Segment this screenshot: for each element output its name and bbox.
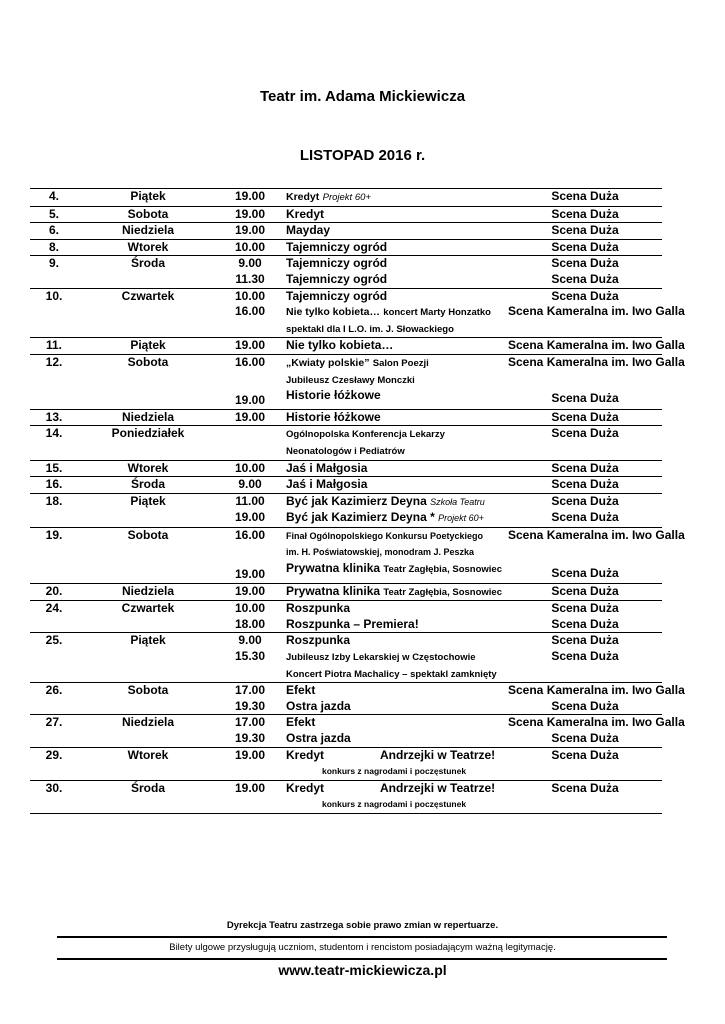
venue: Scena Duża	[508, 206, 662, 223]
date-number: 11.	[30, 338, 78, 355]
website-link[interactable]: www.teatr-mickiewicza.pl	[278, 962, 447, 978]
venue: Scena Duża	[508, 256, 662, 272]
show-time: 19.00	[218, 747, 282, 780]
date-number: 18.	[30, 493, 78, 510]
entry-19	[30, 527, 685, 583]
show-time: 16.00	[218, 354, 282, 388]
event-title: Andrzejki w Teatrze!	[380, 780, 496, 795]
show-time: 9.00	[218, 256, 282, 272]
show-time: 19.00	[218, 338, 282, 355]
weekday: Wtorek	[78, 239, 218, 256]
show-time: 19.00	[234, 393, 266, 408]
event-title: Jubileusz Izby Lekarskiej w Częstochowie	[286, 652, 476, 664]
venue: Scena Duża	[551, 649, 619, 664]
show-title: Tajemniczy ogród	[282, 288, 508, 304]
venue: Scena Duża	[551, 616, 619, 631]
date-number: 24.	[30, 601, 78, 617]
venue: Scena Duża	[551, 510, 619, 525]
date-number: 4.	[30, 189, 78, 207]
show-note: Teatr Zagłębia, Sosnowiec	[383, 586, 502, 598]
theatre-name: Teatr im. Adama Mickiewicza	[259, 88, 466, 105]
venue: Scena Kameralna im. Iwo Galla	[508, 304, 685, 319]
weekday: Sobota	[78, 206, 218, 223]
venue: Scena Duża	[508, 583, 662, 601]
date-number: 20.	[30, 583, 78, 601]
show-title: Efekt	[282, 683, 508, 699]
date-number: 26.	[30, 683, 78, 699]
show-time: 19.00	[218, 223, 282, 240]
weekday: Wtorek	[78, 460, 218, 477]
entry-15	[30, 460, 662, 477]
weekday: Niedziela	[78, 715, 218, 731]
venue: Scena Duża	[508, 493, 662, 510]
show-time: 10.00	[218, 288, 282, 304]
entry-27	[30, 715, 685, 747]
discount-notice: Bilety ulgowe przysługują uczniom, studentom i rencistom posiadającym ważną legitymację.	[169, 942, 556, 953]
weekday: Piątek	[78, 633, 218, 649]
date-number: 19.	[30, 527, 78, 561]
show-time: 19.00	[218, 409, 282, 426]
show-title: Być jak Kazimierz Deyna	[286, 493, 427, 508]
entry-12	[30, 354, 685, 409]
venue: Scena Duża	[508, 460, 662, 477]
entry-25	[30, 633, 662, 683]
show-title: Prywatna klinika	[286, 561, 381, 576]
show-time: 15.30	[234, 649, 266, 664]
show-time: 16.00	[218, 527, 282, 561]
event-subtitle: im. H. Poświatowskiej, monodram J. Peszka	[286, 547, 475, 558]
show-title: Ostra jazda	[286, 698, 351, 713]
weekday: Czwartek	[78, 288, 218, 304]
weekday: Niedziela	[78, 409, 218, 426]
venue: Scena Duża	[508, 288, 662, 304]
show-time: 19.00	[234, 567, 266, 582]
weekday: Niedziela	[78, 583, 218, 601]
venue: Scena Kameralna im. Iwo Galla	[508, 683, 685, 698]
weekday: Czwartek	[78, 601, 218, 617]
weekday: Wtorek	[78, 747, 218, 780]
date-number: 9.	[30, 256, 78, 272]
show-title: Historie łóżkowe	[282, 409, 508, 426]
weekday: Środa	[78, 780, 218, 813]
date-number: 15.	[30, 460, 78, 477]
venue: Scena Duża	[551, 566, 619, 581]
date-number: 30.	[30, 780, 78, 813]
event-title: Andrzejki w Teatrze!	[380, 747, 496, 762]
repertoire-change-notice: Dyrekcja Teatru zastrzega sobie prawo zmian w repertuarze.	[226, 920, 499, 931]
show-time: 19.30	[234, 731, 266, 745]
show-subtitle: spektakl dla I L.O. im. J. Słowackiego	[286, 323, 454, 335]
show-title: Nie tylko kobieta…	[286, 306, 380, 319]
show-title: Tajemniczy ogród	[282, 239, 508, 256]
entry-16	[30, 477, 662, 494]
venue: Scena Duża	[508, 601, 662, 617]
venue: Scena Duża	[508, 409, 662, 426]
entry-26	[30, 683, 685, 715]
date-number: 12.	[30, 354, 78, 388]
entry-4	[30, 189, 662, 207]
weekday: Środa	[78, 477, 218, 494]
entry-24	[30, 601, 662, 633]
show-title: Kredyt	[286, 747, 325, 762]
show-title: Jaś i Małgosia	[282, 460, 508, 477]
weekday: Niedziela	[78, 223, 218, 240]
event-subtitle: konkurs z nagrodami i poczęstunek	[322, 799, 467, 810]
date-number: 29.	[30, 747, 78, 780]
venue: Scena Duża	[508, 747, 662, 780]
show-title: Efekt	[282, 715, 508, 731]
event-subtitle: Koncert Piotra Machalicy – spektakl zamknięty	[286, 668, 497, 680]
date-number: 14.	[30, 426, 78, 460]
venue: Scena Duża	[508, 780, 662, 813]
show-time: 19.00	[218, 206, 282, 223]
show-note: Projekt 60+	[438, 513, 484, 524]
entry-20	[30, 583, 662, 601]
month-heading: LISTOPAD 2016 r.	[299, 147, 426, 164]
entry-9	[30, 256, 662, 288]
venue: Scena Duża	[551, 731, 619, 745]
show-time: 19.00	[218, 189, 282, 207]
show-time: 19.30	[234, 698, 266, 713]
venue: Scena Duża	[551, 391, 619, 406]
show-note: Projekt 60+	[322, 192, 371, 203]
show-time: 9.00	[218, 633, 282, 649]
show-time: 17.00	[218, 715, 282, 731]
weekday: Sobota	[78, 683, 218, 699]
entry-14	[30, 426, 662, 460]
show-title: Roszpunka – Premiera!	[286, 616, 419, 631]
venue: Scena Duża	[508, 223, 662, 240]
entry-29	[30, 747, 662, 780]
event-subtitle: Neonatologów i Pediatrów	[286, 445, 405, 457]
event-subtitle: konkurs z nagrodami i poczęstunek	[322, 766, 467, 777]
show-time: 9.00	[218, 477, 282, 494]
weekday: Sobota	[78, 354, 218, 388]
show-time: 18.00	[234, 616, 266, 631]
venue: Scena Duża	[508, 477, 662, 494]
entry-8	[30, 239, 662, 256]
show-note: Teatr Zagłębia, Sosnowiec	[383, 564, 502, 576]
entry-30	[30, 780, 662, 813]
show-title: Tajemniczy ogród	[286, 271, 388, 286]
entry-11	[30, 338, 685, 355]
show-time: 19.00	[234, 510, 266, 525]
show-title: Tajemniczy ogród	[282, 256, 508, 272]
show-time: 17.00	[218, 683, 282, 699]
entry-10	[30, 288, 685, 338]
entry-13	[30, 409, 662, 426]
show-subtitle: Jubileusz Czesławy Monczki	[286, 374, 415, 386]
entry-18	[30, 493, 662, 527]
show-time: 10.00	[218, 460, 282, 477]
venue: Scena Duża	[508, 426, 662, 460]
venue: Scena Duża	[508, 239, 662, 256]
date-number: 10.	[30, 288, 78, 304]
show-title: Historie łóżkowe	[286, 388, 381, 403]
venue: Scena Kameralna im. Iwo Galla	[508, 354, 662, 388]
venue: Scena Duża	[508, 189, 662, 207]
entry-5	[30, 206, 662, 223]
show-title: Roszpunka	[282, 601, 508, 617]
show-time: 19.00	[218, 780, 282, 813]
show-time: 16.00	[234, 304, 266, 319]
event-title: Ogólnopolska Konferencja Lekarzy	[286, 429, 445, 441]
date-number: 5.	[30, 206, 78, 223]
venue: Scena Kameralna im. Iwo Galla	[508, 527, 662, 561]
show-time: 10.00	[218, 239, 282, 256]
show-title: Kredyt	[282, 206, 508, 223]
entry-6	[30, 223, 662, 240]
repertoire-table	[30, 188, 685, 814]
show-title: Nie tylko kobieta…	[282, 338, 508, 355]
show-title: „Kwiaty polskie”	[286, 356, 370, 369]
weekday: Środa	[78, 256, 218, 272]
show-title: Kredyt	[286, 780, 325, 795]
venue: Scena Duża	[551, 271, 619, 286]
date-number: 8.	[30, 239, 78, 256]
show-title: Kredyt	[286, 191, 320, 203]
venue: Scena Kameralna im. Iwo Galla	[508, 715, 685, 730]
show-time: 11.00	[218, 493, 282, 510]
show-title: Być jak Kazimierz Deyna *	[286, 510, 435, 525]
venue: Scena Duża	[508, 633, 662, 649]
event-title: Finał Ogólnopolskiego Konkursu Poetyckiego	[286, 530, 484, 541]
date-number: 27.	[30, 715, 78, 731]
show-note: koncert Marty Honzatko	[383, 307, 491, 319]
show-note: Szkoła Teatru	[430, 496, 485, 507]
date-number: 13.	[30, 409, 78, 426]
weekday: Piątek	[78, 493, 218, 510]
weekday: Sobota	[78, 527, 218, 561]
date-number: 16.	[30, 477, 78, 494]
show-title: Jaś i Małgosia	[282, 477, 508, 494]
footer-divider-top	[57, 936, 667, 938]
show-note: Salon Poezji	[372, 357, 429, 369]
footer-divider-bottom	[57, 958, 667, 960]
date-number: 6.	[30, 223, 78, 240]
weekday: Poniedziałek	[78, 426, 218, 460]
show-title: Ostra jazda	[286, 731, 351, 745]
venue: Scena Duża	[551, 698, 619, 713]
venue: Scena Kameralna im. Iwo Galla	[508, 338, 662, 355]
show-title: Mayday	[282, 223, 508, 240]
weekday: Piątek	[78, 189, 218, 207]
show-title: Prywatna klinika	[286, 583, 381, 598]
show-time: 11.30	[235, 271, 265, 286]
show-time: 10.00	[218, 601, 282, 617]
show-title: Roszpunka	[282, 633, 508, 649]
show-time: 19.00	[218, 583, 282, 601]
date-number: 25.	[30, 633, 78, 649]
weekday: Piątek	[78, 338, 218, 355]
